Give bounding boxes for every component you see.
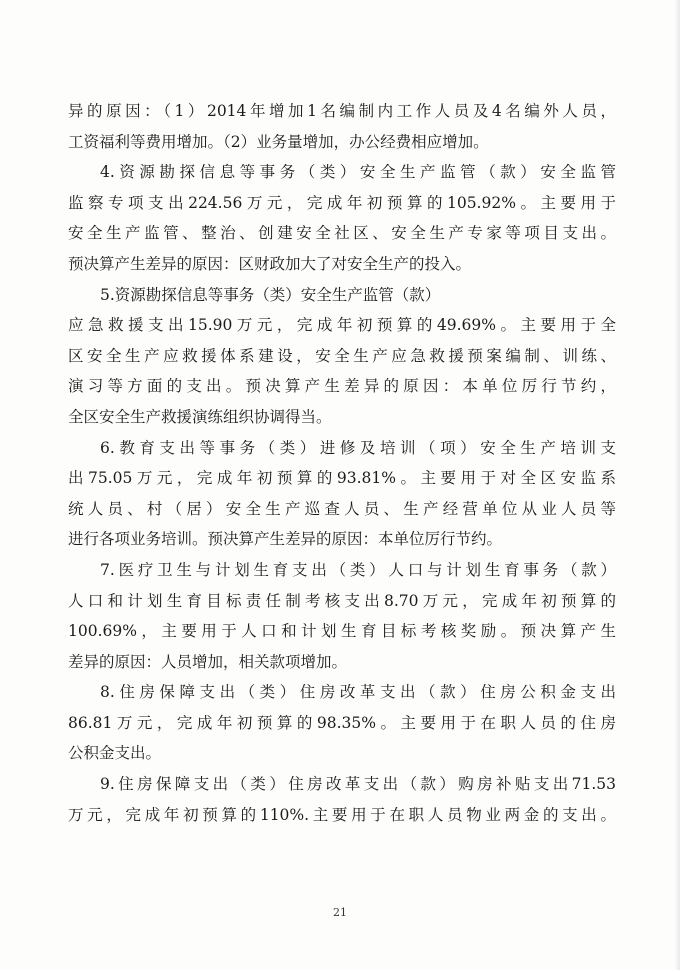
text-line: 统人员、村（居）安全生产巡查人员、生产经营单位从业人员等 <box>68 499 616 518</box>
text-line: 工资福利等费用增加。（2）业务量增加，办公经费相应增加。 <box>68 132 489 151</box>
text-line: 5.资源勘探信息等事务（类）安全生产监管（款） <box>100 285 441 304</box>
page-number: 21 <box>333 906 347 919</box>
text-line: 应急救援支出15.90万元，完成年初预算的49.69%。主要用于全 <box>68 316 616 335</box>
text-line: 人口和计划生育目标责任制考核支出8.70万元，完成年初预算的 <box>68 591 616 610</box>
text-line: 预决算产生差异的原因：区财政加大了对安全生产的投入。 <box>68 254 472 273</box>
text-line: 演习等方面的支出。预决算产生差异的原因：本单位厉行节约， <box>68 377 616 396</box>
text-line: 全区安全生产救援演练组织协调得当。 <box>68 407 332 426</box>
text-line: 进行各项业务培训。预决算产生差异的原因：本单位厉行节约。 <box>68 530 503 549</box>
text-line: 安全生产监管、整治、创建安全社区、安全生产专家等项目支出。 <box>68 224 616 243</box>
text-line: 4.资源勘探信息等事务（类）安全生产监管（款）安全监管 <box>100 163 616 182</box>
text-line: 6.教育支出等事务（类）进修及培训（项）安全生产培训支 <box>100 438 616 457</box>
text-line: 86.81万元，完成年初预算的98.35%。主要用于在职人员的住房 <box>68 713 616 732</box>
text-line: 监察专项支出224.56万元，完成年初预算的105.92%。主要用于 <box>68 193 616 212</box>
page-edge-shadow <box>674 0 680 970</box>
text-line: 9.住房保障支出（类）住房改革支出（款）购房补贴支出71.53 <box>100 775 616 794</box>
text-line: 8.住房保障支出（类）住房改革支出（款）住房公积金支出 <box>100 683 616 702</box>
text-line: 7.医疗卫生与计划生育支出（类）人口与计划生育事务（款） <box>100 560 616 579</box>
text-line: 区安全生产应救援体系建设，安全生产应急救援预案编制、训练、 <box>68 346 616 365</box>
text-line: 出75.05万元，完成年初预算的93.81%。主要用于对全区安监系 <box>68 469 616 488</box>
text-line: 公积金支出。 <box>68 744 162 763</box>
text-line: 差异的原因：人员增加，相关款项增加。 <box>68 652 348 671</box>
text-line: 100.69%，主要用于人口和计划生育目标考核奖励。预决算产生 <box>68 622 616 641</box>
text-line: 万元，完成年初预算的110%.主要用于在职人员物业两金的支出。 <box>68 805 616 824</box>
text-line: 异的原因：（1）2014年增加1名编制内工作人员及4名编外人员， <box>68 102 616 120</box>
body-text <box>68 96 616 830</box>
